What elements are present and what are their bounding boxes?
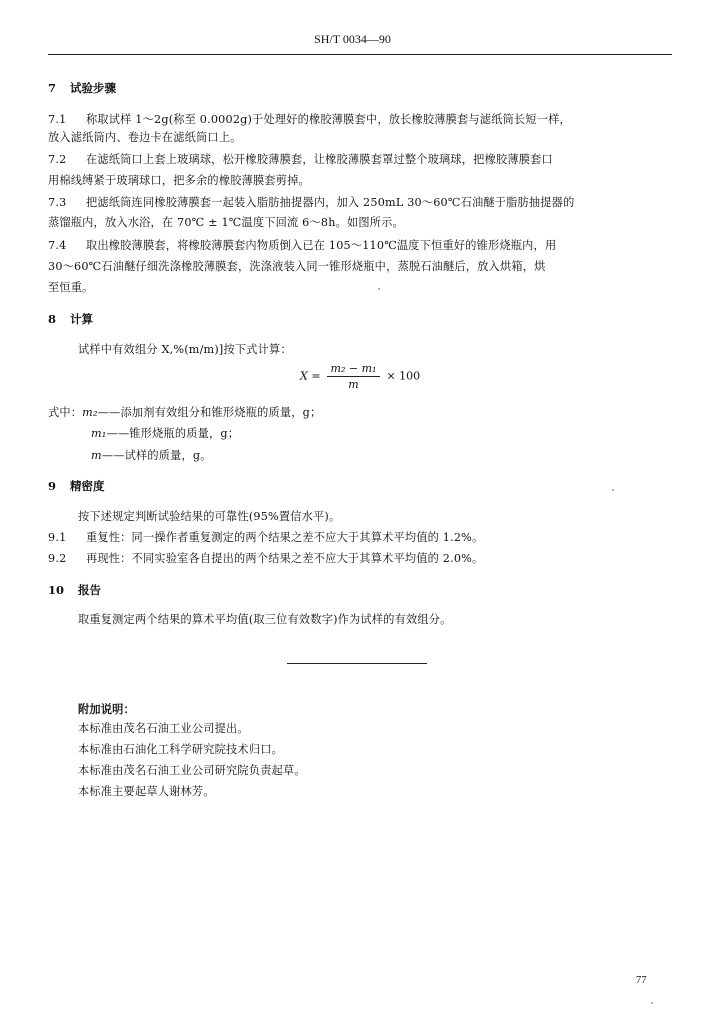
section-8-heading xyxy=(48,311,93,327)
notes-line-1: 本标准由茂名石油工业公司提出。 xyxy=(78,722,249,735)
variable-description: ——添加剂有效组分和锥形烧瓶的质量，g； xyxy=(97,406,322,419)
para-7-1-line-1 xyxy=(48,111,571,129)
where-label: 式中： xyxy=(48,406,83,419)
end-rule xyxy=(287,663,427,664)
section-10-number: 10 xyxy=(48,583,65,597)
section-9-intro: 按下述规定判断试验结果的可靠性(95%置信水平)。 xyxy=(78,510,341,523)
para-7-3-number: 7.3 xyxy=(48,196,67,209)
para-7-4-line-2: 30～60℃石油醚仔细洗涤橡胶薄膜套，洗涤液装入同一锥形烧瓶中，蒸脱石油醚后，放入烘箱，烘 xyxy=(48,260,546,273)
formula-denominator: m xyxy=(348,378,359,391)
variable-line-m2 xyxy=(48,404,321,422)
para-7-3-line-2: 蒸馏瓶内，放入水浴，在 70℃ ± 1℃温度下回流 6～8h。如图所示。 xyxy=(48,216,404,229)
para-7-1-number: 7.1 xyxy=(48,113,67,126)
variable-description: ——试样的质量，g。 xyxy=(101,449,212,462)
section-10-text: 取重复测定两个结果的算术平均值(取三位有效数字)作为试样的有效组分。 xyxy=(78,613,452,626)
section-7-number: 7 xyxy=(48,81,57,95)
section-9-title: 精密度 xyxy=(70,479,105,493)
section-8-intro: 试样中有效组分 X,%(m/m)]按下式计算： xyxy=(78,343,292,356)
formula-rhs: × 100 xyxy=(386,369,421,383)
para-7-1-line-2: 放入滤纸筒内、卷边卡在滤纸筒口上。 xyxy=(48,131,242,144)
formula-fraction xyxy=(327,362,381,391)
section-7-heading xyxy=(48,80,116,96)
variable-description: ——锥形烧瓶的质量，g； xyxy=(106,427,240,440)
para-7-4-number: 7.4 xyxy=(48,239,67,252)
para-9-1-number: 9.1 xyxy=(48,531,67,544)
para-7-3-line-1 xyxy=(48,194,574,212)
section-8-number: 8 xyxy=(48,312,57,326)
para-7-2-line-1 xyxy=(48,151,553,169)
para-9-2-text: 再现性：不同实验室各自提出的两个结果之差不应大于其算术平均值的 2.0%。 xyxy=(86,552,484,565)
standard-code: SH/T 0034—90 xyxy=(314,32,391,46)
notes-title: 附加说明： xyxy=(78,702,135,716)
section-7-title: 试验步骤 xyxy=(70,81,116,95)
para-7-1-text: 称取试样 1～2g(称至 0.0002g)于处理好的橡胶薄膜套中，放长橡胶薄膜套与滤纸筒长短一样， xyxy=(86,113,571,126)
para-7-2-text: 在滤纸筒口上套上玻璃球，松开橡胶薄膜套，让橡胶薄膜套罩过整个玻璃球，把橡胶薄膜套口 xyxy=(86,153,553,166)
para-9-2 xyxy=(48,550,483,568)
header-rule xyxy=(48,54,672,55)
para-7-3-text: 把滤纸筒连同橡胶薄膜套一起装入脂肪抽提器内，加入 250mL 30～60℃石油醚于脂肪抽提器的 xyxy=(86,196,575,209)
variable-symbol: m xyxy=(91,449,102,462)
notes-line-2: 本标准由石油化工科学研究院技术归口。 xyxy=(78,743,283,756)
scan-speck xyxy=(378,288,380,290)
formula-lhs: X = xyxy=(300,369,321,383)
variable-line-m xyxy=(91,447,212,465)
variable-line-m1 xyxy=(91,425,239,443)
section-9-heading xyxy=(48,478,105,494)
variable-symbol: m₂ xyxy=(82,406,98,419)
formula-numerator: m₂ − m₁ xyxy=(327,362,381,377)
scan-speck xyxy=(651,1002,653,1004)
para-9-1-text: 重复性：同一操作者重复测定的两个结果之差不应大于其算术平均值的 1.2%。 xyxy=(86,531,484,544)
variable-symbol: m₁ xyxy=(91,427,107,440)
notes-line-4: 本标准主要起草人谢林芳。 xyxy=(78,785,215,798)
para-7-2-number: 7.2 xyxy=(48,153,67,166)
notes-line-3: 本标准由茂名石油工业公司研究院负责起草。 xyxy=(78,764,306,777)
scan-speck xyxy=(612,489,614,491)
section-8-title: 计算 xyxy=(70,312,93,326)
para-9-2-number: 9.2 xyxy=(48,552,67,565)
section-10-heading xyxy=(48,582,101,598)
para-9-1 xyxy=(48,529,483,547)
formula xyxy=(300,362,420,391)
section-9-number: 9 xyxy=(48,479,57,493)
para-7-4-line-1 xyxy=(48,237,556,255)
section-10-title: 报告 xyxy=(78,583,101,597)
para-7-4-line-3: 至恒重。 xyxy=(48,281,94,294)
para-7-2-line-2: 用棉线缚紧于玻璃球口，把多余的橡胶薄膜套剪掉。 xyxy=(48,174,310,187)
page-number: 77 xyxy=(636,975,647,986)
para-7-4-text: 取出橡胶薄膜套，将橡胶薄膜套内物质倒入已在 105～110℃温度下恒重好的锥形烧瓶内，用 xyxy=(86,239,557,252)
